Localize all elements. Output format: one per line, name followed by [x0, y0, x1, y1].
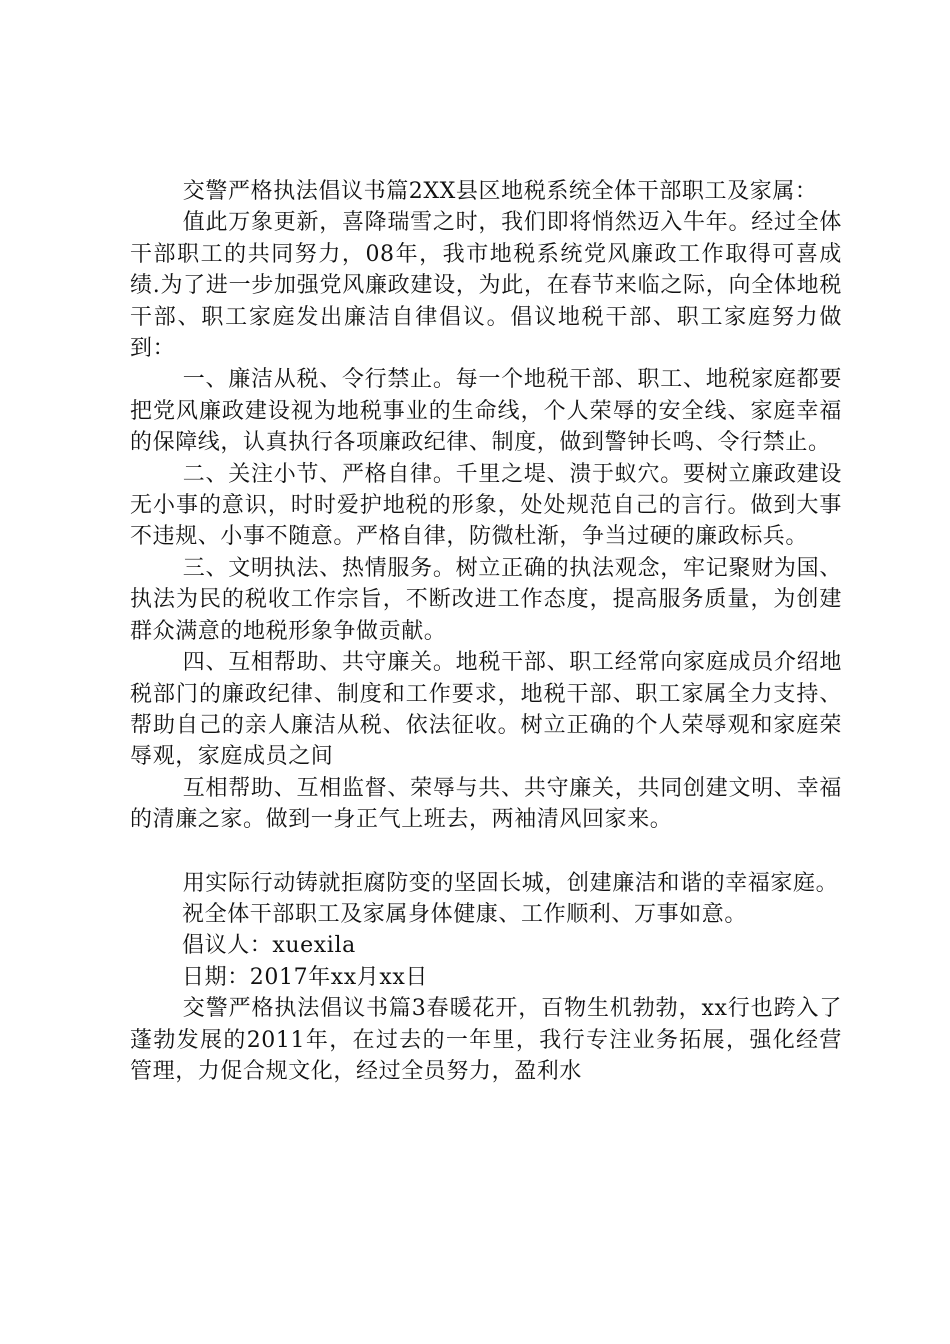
item-four-continued-paragraph: 互相帮助、互相监督、荣辱与共、共守廉关，共同创建文明、幸福的清廉之家。做到一身正气上班去，两袖清风回家来。 [130, 775, 842, 833]
heading-paragraph: 交警严格执法倡议书篇2XX县区地税系统全体干部职工及家属： [182, 179, 818, 204]
initiator-line: 倡议人：xuexila [182, 933, 356, 959]
next-section-paragraph: 交警严格执法倡议书篇3春暖花开，百物生机勃勃，xx行也跨入了蓬勃发展的2011年，在过去的一年里，我行专注业务拓展，强化经营管理，力促合规文化，经过全员努力，盈利水 [130, 996, 842, 1084]
wishes-line: 祝全体干部职工及家属身体健康、工作顺利、万事如意。 [182, 901, 748, 927]
date-line: 日期：2017年xx月xx日 [182, 964, 429, 990]
action-paragraph: 用实际行动铸就拒腐防变的坚固长城，创建廉洁和谐的幸福家庭。 [182, 870, 839, 896]
item-four-paragraph: 四、互相帮助、共守廉关。地税干部、职工经常向家庭成员介绍地税部门的廉政纪律、制度和工作要求，地税干部、职工家属全力支持、帮助自己的亲人廉洁从税、依法征收。树立正确的个人荣辱观和家庭荣辱观，家庭成员之间 [130, 650, 842, 770]
item-two-paragraph: 二、关注小节、严格自律。千里之堤、溃于蚁穴。要树立廉政建设无小事的意识，时时爱护地税的形象，处处规范自己的言行。做到大事不违规、小事不随意。严格自律，防微杜渐，争当过硬的廉政标兵。 [130, 461, 842, 550]
item-one-paragraph: 一、廉洁从税、令行禁止。每一个地税干部、职工、地税家庭都要把党风廉政建设视为地税事业的生命线，个人荣辱的安全线、家庭幸福的保障线，认真执行各项廉政纪律、制度，做到警钟长鸣、令行禁止。 [130, 367, 842, 456]
intro-paragraph: 值此万象更新，喜降瑞雪之时，我们即将悄然迈入牛年。经过全体干部职工的共同努力，08年，我市地税系统党风廉政工作取得可喜成绩.为了进一步加强党风廉政建设，为此，在春节来临之际，向全体地税干部、职工家庭发出廉洁自律倡议。倡议地税干部、职工家庭努力做到： [130, 210, 842, 362]
document-body [130, 176, 842, 1087]
item-three-paragraph: 三、文明执法、热情服务。树立正确的执法观念，牢记聚财为国、执法为民的税收工作宗旨，不断改进工作态度，提高服务质量，为创建群众满意的地税形象争做贡献。 [130, 555, 842, 644]
